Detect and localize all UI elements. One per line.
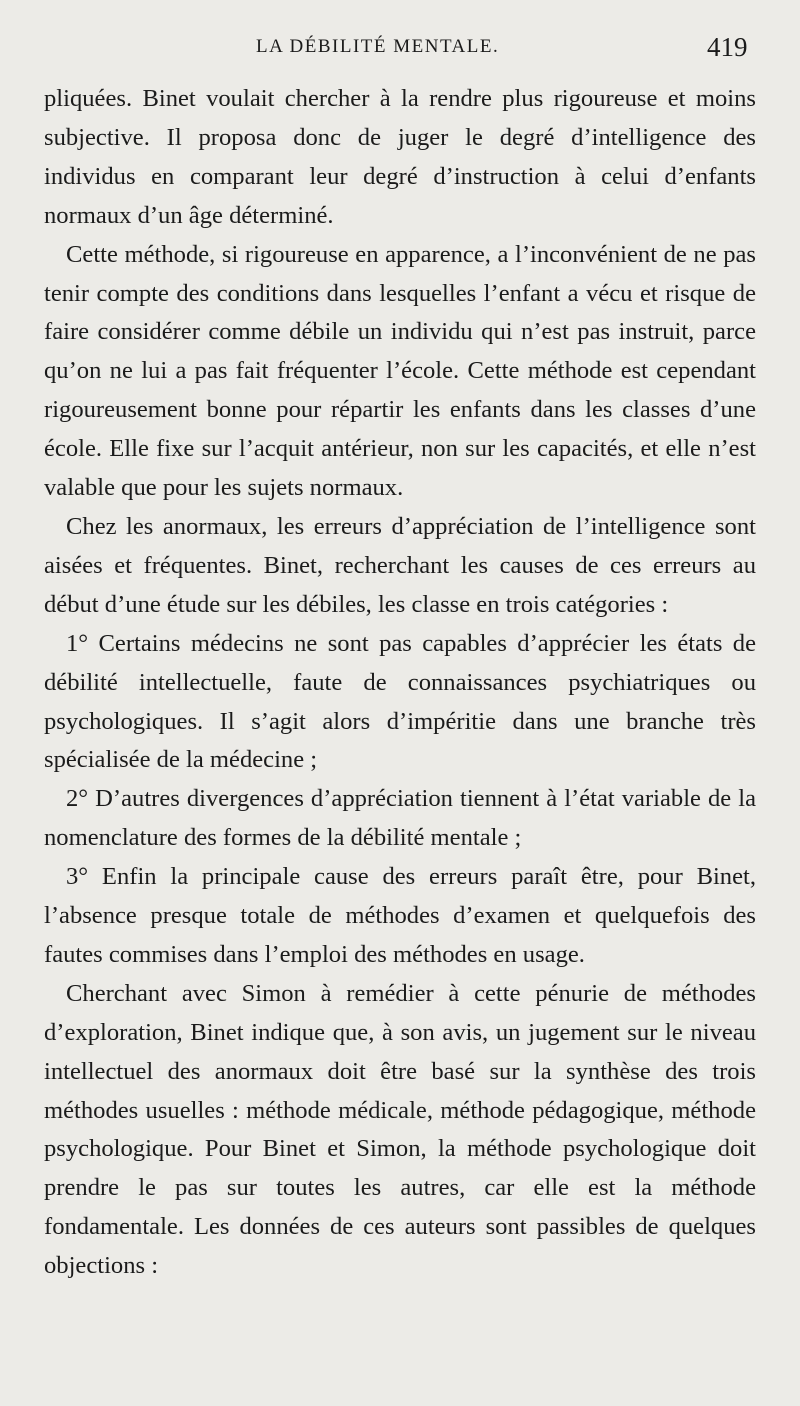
list-item-third-cause: 3° Enfin la principale cause des erreurs paraît être, pour Binet, l’absence presque totale de méthodes d’examen et quelquefois des fautes commises dans l’emploi des méthodes en usage. xyxy=(44,863,756,968)
paragraph-binet-simon: Cherchant avec Simon à remédier à cette pénurie de méthodes d’exploration, Binet indique que, à son avis, un jugement sur le niveau intellectuel des anormaux doit être basé sur la synthèse des trois méthodes usuelles : méthode médicale, méthode pédagogique, méthode psychologique. Pour Binet et Simon, la méthode psychologique doit prendre le pas sur toutes les autres, car elle est la méthode fondamentale. Les données de ces auteurs sont passibles de quelques objections : xyxy=(44,979,756,1280)
running-title: LA DÉBILITÉ MENTALE. xyxy=(256,36,500,57)
list-item-first-cause: 1° Certains médecins ne sont pas capables d’apprécier les états de débilité intellectuelle, faute de connaissances psychiatriques ou psychologiques. Il s’agit alors d’impéritie dans une branche très spécialisée de la médecine ; xyxy=(44,629,756,774)
running-head xyxy=(0,32,800,70)
paragraph-method-critique: Cette méthode, si rigoureuse en apparence, a l’inconvénient de ne pas tenir compte des conditions dans lesquelles l’enfant a vécu et risque de faire considérer comme débile un individu qui n’est pas instruit, parce qu’on ne lui a pas fait fréquenter l’école. Cette méthode est cependant rigoureusement bonne pour répartir les enfants dans les classes d’une école. Elle fixe sur l’acquit antérieur, non sur les capacités, et elle n’est valable que pour les sujets normaux. xyxy=(44,240,756,502)
paragraph-error-causes: Chez les anormaux, les erreurs d’appréciation de l’intelligence sont aisées et fréquentes. Binet, recherchant les causes de ces erreurs au début d’une étude sur les débiles, les classe en trois catégories : xyxy=(44,512,756,618)
page-number: 419 xyxy=(707,32,748,62)
body-text xyxy=(44,80,756,1286)
list-item-second-cause: 2° D’autres divergences d’appréciation tiennent à l’état variable de la nomenclature des formes de la débilité mentale ; xyxy=(44,785,756,852)
paragraph-continuation: pliquées. Binet voulait chercher à la rendre plus rigoureuse et moins subjective. Il proposa donc de juger le degré d’intelligence des individus en comparant leur degré d’instruction à celui d’enfants normaux d’un âge déterminé. xyxy=(44,85,756,229)
